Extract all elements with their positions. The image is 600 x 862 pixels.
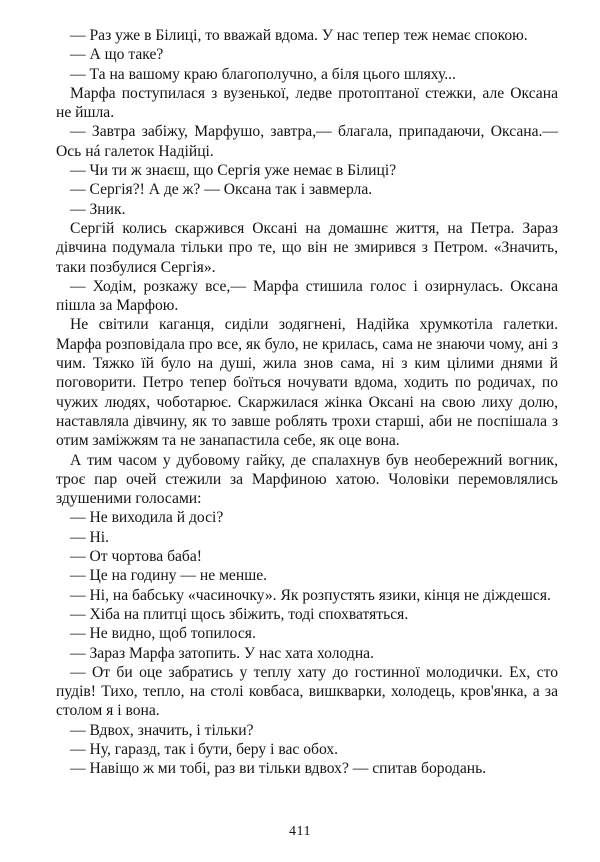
- paragraph: — Ходім, розкажу все,— Марфа стишила голос і озирнулась. Оксана пішла за Марфою.: [56, 277, 558, 315]
- paragraph: — От чортова баба!: [70, 548, 202, 566]
- paragraph: — Та на вашому краю благополучно, а біля цього шляху...: [70, 65, 456, 83]
- paragraph: Сергій колись скаржився Оксані на домашнє життя, на Петра. Зараз дівчина подумала тільки про те, що він не змирився з Петром. «Значить, таки позбулися Сергія».: [56, 219, 558, 276]
- paragraph: — Зараз Марфа затопить. У нас хата холодна.: [70, 644, 374, 662]
- paragraph: — Це на годину — не менше.: [70, 567, 268, 585]
- paragraph: Марфа поступилася з вузенької, ледве протоптаної стежки, але Оксана не йшла.: [56, 84, 558, 122]
- paragraph: — Вдвох, значить, і тільки?: [70, 721, 254, 739]
- paragraph: — Навіщо ж ми тобі, раз ви тільки вдвох? — спитав бородань.: [70, 760, 487, 778]
- page-number: 411: [289, 824, 311, 839]
- paragraph: — Чи ти ж знаєш, що Сергія уже немає в Білиці?: [70, 162, 397, 180]
- paragraph: — Раз уже в Білиці, то вважай вдома. У нас тепер теж немає спокою.: [70, 27, 528, 44]
- paragraph: А тим часом у дубовому гайку, де спалахнув був необережний вогник, троє пар очей стежили за Марфиною хатою. Чоловіки перемовлялись здушеними голосами:: [56, 451, 558, 508]
- paragraph: — Не виходила й досі?: [70, 509, 224, 527]
- paragraph: — От би оце забратись у теплу хату до гостинної молодички. Ех, сто пудів! Тихо, тепло, на столі ковбаса, вишкварки, холодець, кров'янка, а за столом я і вона.: [56, 663, 558, 720]
- paragraph: — Ну, гаразд, так і бути, беру і вас обох.: [70, 740, 339, 758]
- paragraph: — Не видно, щоб топилося.: [70, 625, 256, 643]
- body-text: [56, 26, 558, 779]
- paragraph: — А що таке?: [70, 46, 164, 64]
- paragraph: Не світили каганця, сиділи зодягнені, Надійка хрумкотіла галетки. Марфа розповідала про все, як було, не крилась, сама не знаючи чому, ані з чим. Тяжко їй було на душі, жила знов сама, ні з ким цілими днями й поговорити. Петро тепер боїться ночувати вдома, ходить по родичах, по чужих людях, чоботарює. Скаржилася жінка Оксані на свою лиху долю, наставляла дівчину, як то завше роблять трохи старші, аби не поспішала з отим заміжжям та не занапастила себе, як оце вона.: [56, 316, 558, 450]
- paragraph: — Хіба на плитці щось збіжить, тоді спохватяться.: [70, 605, 409, 623]
- paragraph: — Сергія?! А де ж? — Оксана так і завмерла.: [70, 181, 373, 199]
- paragraph: — Ні, на бабську «часиночку». Як розпустять язики, кінця не діждешся.: [70, 586, 551, 604]
- paragraph: — Зник.: [70, 200, 126, 218]
- paragraph: — Завтра забіжу, Марфушо, завтра,— благала, припадаючи, Оксана.— Ось нá галеток Надійці.: [56, 123, 558, 160]
- paragraph: — Ні.: [70, 528, 109, 546]
